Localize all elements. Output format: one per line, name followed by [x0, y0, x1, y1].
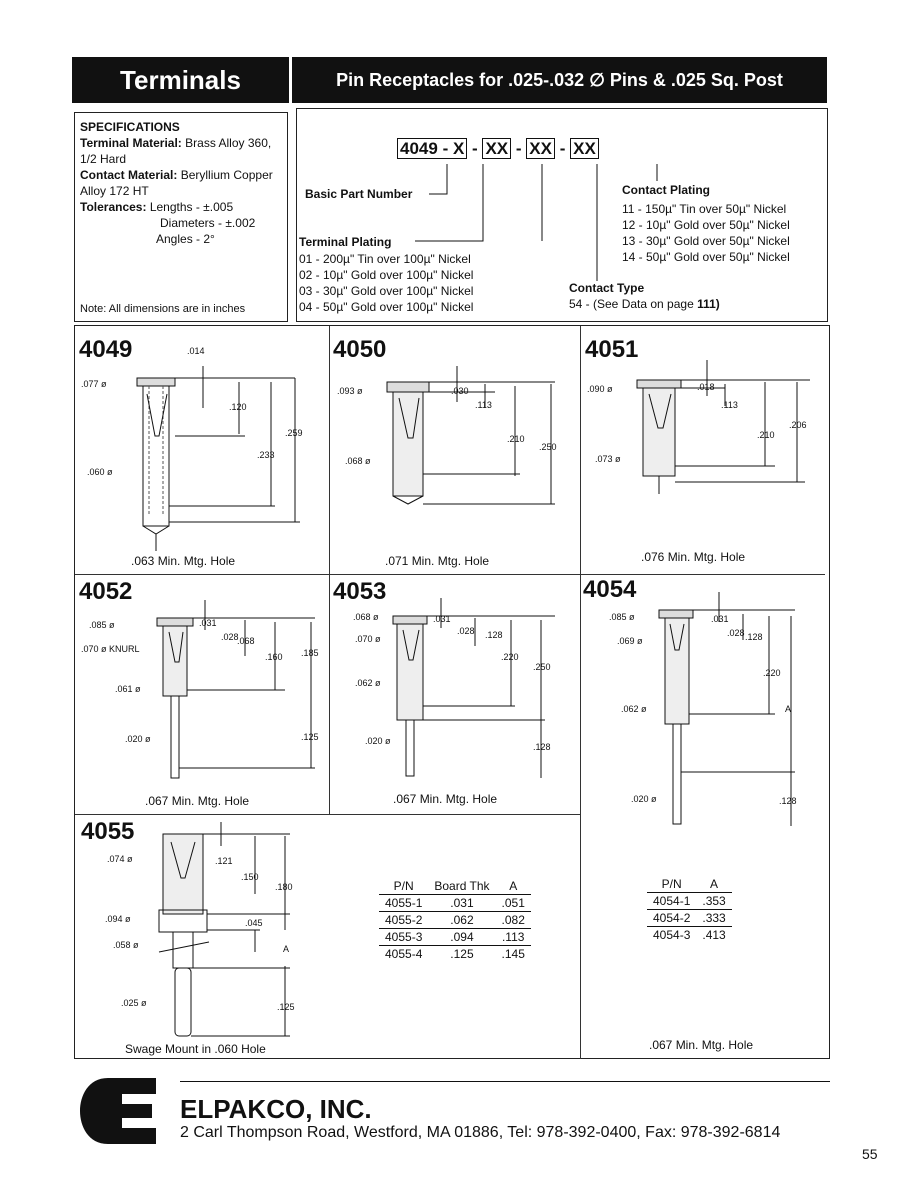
dim-4054: .028	[727, 628, 745, 638]
dim-4054: .069 ø	[617, 636, 643, 646]
table-4054	[647, 876, 732, 943]
contact-type-value: 54 - (See Data on page 111)	[569, 297, 720, 311]
dim-4051: .210	[757, 430, 775, 440]
pn-seg1: 4049	[400, 139, 438, 158]
terminal-plating-item: 03 - 30µ" Gold over 100µ" Nickel	[299, 284, 474, 298]
cell: .125	[450, 947, 474, 961]
terminal-material-label: Terminal Material:	[80, 136, 182, 150]
part-number-4052: 4052	[79, 578, 133, 605]
terminal-plating-label: Terminal Plating	[299, 235, 392, 249]
pn-sep2: -	[515, 139, 522, 158]
dim-4055: .025 ø	[121, 998, 147, 1008]
cell: 4055-4	[385, 947, 423, 961]
footer-rule	[180, 1081, 830, 1082]
cell: .094	[428, 929, 495, 946]
dim-4053: .070 ø	[355, 634, 381, 644]
dim-4055: .180	[275, 882, 293, 892]
dim-4054: .062 ø	[621, 704, 647, 714]
dim-4052: .020 ø	[125, 734, 151, 744]
spec-heading: SPECIFICATIONS	[80, 120, 180, 134]
col-header: P/N	[647, 876, 696, 893]
caption-4051: .076 Min. Mtg. Hole	[641, 550, 746, 564]
caption-4054: .067 Min. Mtg. Hole	[649, 1038, 754, 1052]
dimensions-note: Note: All dimensions are in inches	[80, 303, 246, 315]
pn-sep3: -	[559, 139, 566, 158]
terminal-plating-list	[299, 251, 473, 315]
dim-4055: .045	[245, 918, 263, 928]
dim-4052: .068	[237, 636, 255, 646]
pn-seg4: XX	[526, 138, 555, 159]
dim-4053: .068 ø	[353, 612, 379, 622]
dim-4052: .061 ø	[115, 684, 141, 694]
dim-4052: .070 ø KNURL	[81, 644, 140, 654]
dim-4049: .120	[229, 402, 247, 412]
contact-plating-label: Contact Plating	[622, 183, 711, 197]
dim-4051: .018	[697, 382, 715, 392]
dim-4052: .125	[301, 732, 319, 742]
logo-mark	[78, 1076, 158, 1146]
part-number-4050: 4050	[333, 336, 387, 363]
contact-plating-item: 11 - 150µ" Tin over 50µ" Nickel	[622, 202, 787, 216]
company-name: ELPAKCO, INC.	[180, 1094, 372, 1124]
dim-4054: .128	[745, 632, 763, 642]
tol-lengths: Lengths - ±.005	[149, 200, 234, 214]
dim-4052: .085 ø	[89, 620, 115, 630]
dim-4049: .259	[285, 428, 303, 438]
dim-4053: .220	[501, 652, 519, 662]
tol-diameters: Diameters - ±.002	[160, 216, 256, 230]
dim-4054: A	[785, 704, 792, 714]
col-header: P/N	[379, 878, 428, 895]
dim-4054: .085 ø	[609, 612, 635, 622]
cell: 4054-1	[647, 893, 696, 910]
dim-4055: .125	[277, 1002, 295, 1012]
pn-dash1: -	[442, 139, 449, 158]
part-number-4051: 4051	[585, 336, 639, 363]
part-number-4055: 4055	[81, 818, 135, 845]
dim-4051: .073 ø	[595, 454, 621, 464]
terminal-plating-item: 02 - 10µ" Gold over 100µ" Nickel	[299, 268, 474, 282]
dim-4050: .030	[451, 386, 469, 396]
dim-4053: .031	[433, 614, 451, 624]
part-number-box	[296, 108, 828, 322]
dim-4053: .128	[533, 742, 551, 752]
contact-plating-list	[622, 201, 790, 265]
cell: .082	[496, 912, 531, 929]
dim-4050: .093 ø	[337, 386, 363, 396]
terminal-plating-item: 01 - 200µ" Tin over 100µ" Nickel	[299, 252, 471, 266]
cell: .333	[696, 910, 731, 927]
dim-4054: .220	[763, 668, 781, 678]
cell: .413	[702, 928, 726, 942]
cell: 4054-2	[647, 910, 696, 927]
caption-4053: .067 Min. Mtg. Hole	[393, 792, 498, 806]
dim-4049: .077 ø	[81, 379, 107, 389]
company-address: 2 Carl Thompson Road, Westford, MA 01886, Tel: 978-392-0400, Fax: 978-392-6814	[180, 1124, 781, 1141]
dim-4050: .068 ø	[345, 456, 371, 466]
dim-4051: .113	[721, 400, 738, 410]
cell: 4055-1	[379, 895, 428, 912]
dim-4054: .031	[711, 614, 729, 624]
drawings-grid	[74, 325, 830, 1059]
dim-4049: .014	[187, 346, 205, 356]
tolerances-label: Tolerances:	[80, 200, 147, 214]
tol-angles: Angles - 2°	[156, 232, 215, 246]
caption-4049: .063 Min. Mtg. Hole	[131, 554, 236, 568]
dim-4050: .250	[539, 442, 557, 452]
pn-seg5: XX	[570, 138, 599, 159]
caption-4052: .067 Min. Mtg. Hole	[145, 794, 250, 808]
dim-4050: .113	[475, 400, 492, 410]
cell: .113	[496, 929, 531, 946]
terminal-plating-item: 04 - 50µ" Gold over 100µ" Nickel	[299, 300, 474, 314]
dim-4054: .128	[779, 796, 797, 806]
pn-sep1: -	[472, 139, 478, 158]
contact-material-label: Contact Material:	[80, 168, 178, 182]
dim-4055: .150	[241, 872, 259, 882]
dim-4052: .028	[221, 632, 239, 642]
contact-plating-item: 14 - 50µ" Gold over 50µ" Nickel	[622, 250, 790, 264]
dim-4049: .233	[257, 450, 275, 460]
cell: .031	[428, 895, 495, 912]
terminal-material-value: Brass Alloy 360, 1/2 Hard	[80, 136, 272, 166]
dim-4055: .074 ø	[107, 854, 133, 864]
col-header: A	[496, 878, 531, 895]
dim-4055: .094 ø	[105, 914, 131, 924]
part-number-4053: 4053	[333, 578, 387, 605]
dim-4051: .090 ø	[587, 384, 613, 394]
product-title: Pin Receptacles for .025-.032 ∅ Pins & .025 Sq. Post	[292, 57, 827, 103]
caption-4050: .071 Min. Mtg. Hole	[385, 554, 490, 568]
dim-4053: .128	[485, 630, 503, 640]
contact-plating-item: 12 - 10µ" Gold over 50µ" Nickel	[622, 218, 790, 232]
contact-material-value: Beryllium Copper Alloy 172 HT	[80, 168, 273, 198]
basic-part-number-label: Basic Part Number	[305, 187, 413, 201]
cell: .353	[696, 893, 731, 910]
part-number-4049: 4049	[79, 336, 133, 363]
specifications-box	[74, 112, 288, 322]
dim-4055: A	[283, 944, 290, 954]
dim-4053: .028	[457, 626, 475, 636]
col-header: Board Thk	[428, 878, 495, 895]
dim-4053: .020 ø	[365, 736, 391, 746]
dim-4053: .062 ø	[355, 678, 381, 688]
table-4055	[379, 878, 531, 962]
dim-4050: .210	[507, 434, 525, 444]
contact-type-label: Contact Type	[569, 281, 645, 295]
dim-4049: .060 ø	[87, 467, 113, 477]
dim-4054: .020 ø	[631, 794, 657, 804]
col-header: A	[696, 876, 731, 893]
dim-4055: .058 ø	[113, 940, 139, 950]
company-logo	[78, 1076, 158, 1146]
cell: 4054-3	[653, 928, 691, 942]
page-number: 55	[862, 1146, 878, 1162]
pn-seg3: XX	[482, 138, 511, 159]
dim-4051: .206	[789, 420, 807, 430]
dim-4055: .121	[215, 856, 233, 866]
caption-4055: Swage Mount in .060 Hole	[125, 1042, 266, 1056]
pn-seg2: X	[452, 139, 465, 158]
cell: .051	[496, 895, 531, 912]
part-number-4054: 4054	[583, 576, 637, 603]
cell: 4055-3	[379, 929, 428, 946]
section-title: Terminals	[72, 57, 289, 103]
dim-4052: .160	[265, 652, 283, 662]
contact-plating-item: 13 - 30µ" Gold over 50µ" Nickel	[622, 234, 790, 248]
cell: .062	[428, 912, 495, 929]
cell: .145	[501, 947, 525, 961]
cell: 4055-2	[379, 912, 428, 929]
dim-4053: .250	[533, 662, 551, 672]
dim-4052: .031	[199, 618, 217, 628]
dim-4052: .185	[301, 648, 319, 658]
